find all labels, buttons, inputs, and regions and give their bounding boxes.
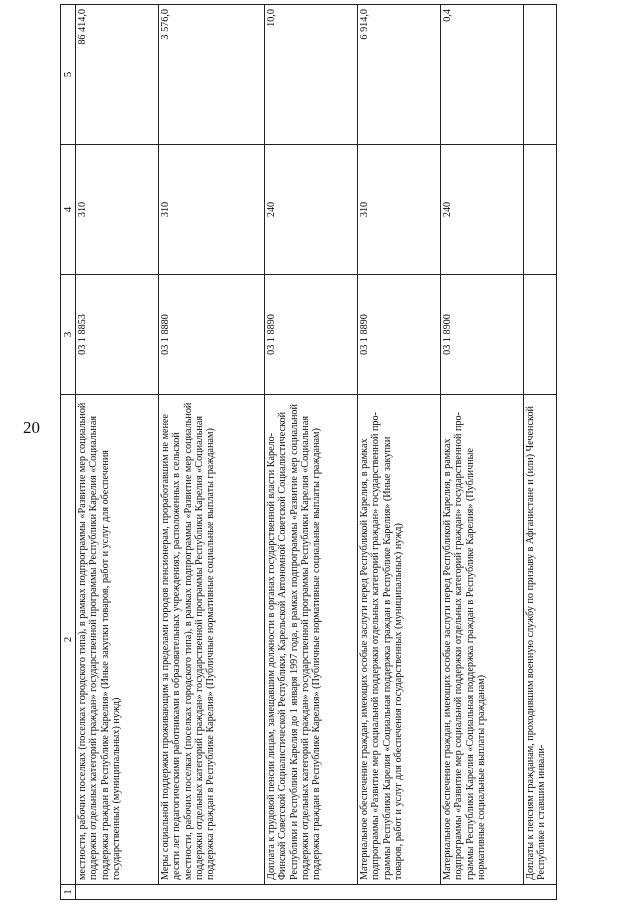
table-row [441, 5, 524, 900]
header-col-3: 3 [61, 275, 76, 395]
col-1-cell [76, 885, 557, 900]
row-amount: 0,4 [441, 5, 524, 145]
row-code: 03 1 8900 [441, 275, 524, 395]
row-amount [524, 5, 557, 145]
row-amount: 3 576,0 [159, 5, 265, 145]
table-row [358, 5, 441, 900]
header-col-2: 2 [61, 395, 76, 885]
table-row [159, 5, 265, 900]
table-row [265, 5, 358, 900]
row-code: 03 1 8890 [358, 275, 441, 395]
row-amount: 10,0 [265, 5, 358, 145]
row-code: 03 1 8853 [76, 275, 159, 395]
row-kind [524, 145, 557, 275]
header-row [61, 5, 76, 900]
row-code: 03 1 8880 [159, 275, 265, 395]
row-kind: 310 [159, 145, 265, 275]
table-row [76, 5, 159, 900]
row-kind: 240 [265, 145, 358, 275]
row-description: Материальное обеспечение граждан, имеющих особые заслуги перед Республикой Карелия, в рамках подпрограммы «Развитие мер социальной поддержки отдельных категорий граждан» государственной программы Республики Карелия «Социальная поддержка граждан в Республике Карелия» (Публичные нормативные социальные выплаты гражданам) [441, 395, 524, 885]
rotated-page [60, 5, 635, 900]
row-amount: 6 914,0 [358, 5, 441, 145]
row-description: местности, рабочих поселках (поселках городского типа), в рамках подпрограммы «Развитие мер социальной поддержки отдельных категорий граждан» государственной программы Республики Карелия «Социальная поддержка граждан в Республике Карелия» (Иные закупки товаров, работ и услуг для обеспечения государственных (муниципальных) нужд) [76, 395, 159, 885]
row-description: Доплата к трудовой пенсии лицам, замещавшим должности в органах государственной власти Карело-Финской Советской Социалистической Республики, Карельской Автономной Советской Социалистической Республики и Республики Карелия до 1 января 1997 года, в рамках подпрограммы «Развитие мер социальной поддержки отдельных категорий граждан» государственной программы Республики Карелия «Социальная поддержка граждан в Республике Карелия» (Публичные нормативные социальные выплаты гражданам) [265, 395, 358, 885]
table-row [524, 5, 557, 900]
row-description: Материальное обеспечение граждан, имеющих особые заслуги перед Республикой Карелия, в рамках подпрограммы «Развитие мер социальной поддержки отдельных категорий граждан» государственной программы Республики Карелия «Социальная поддержка граждан в Республике Карелия» (Иные закупки товаров, работ и услуг для обеспечения государственных (муниципальных) нужд) [358, 395, 441, 885]
row-kind: 310 [358, 145, 441, 275]
row-kind: 240 [441, 145, 524, 275]
budget-table-container [60, 5, 635, 900]
row-code [524, 275, 557, 395]
budget-table [60, 4, 557, 900]
row-description: Доплаты к пенсиям гражданам, проходившим военную службу по призыву в Афганистане и (или) Чеченской Республике и ставшим инвали- [524, 395, 557, 885]
row-description: Меры социальной поддержки проживающим за пределами городов пенсионерам, проработавшим не менее десяти лет педагогическими работниками в образовательных учреждениях, расположенных в сельской местности, рабочих поселках (поселках городского типа), в рамках подпрограммы «Развитие мер социальной поддержки отдельных категорий граждан» государственной программы Республики Карелия «Социальная поддержка граждан в Республике Карелия» (Публичные нормативные социальные выплаты гражданам) [159, 395, 265, 885]
header-col-1: 1 [61, 885, 76, 900]
header-col-4: 4 [61, 145, 76, 275]
page-number: 20 [23, 418, 40, 437]
row-code: 03 1 8890 [265, 275, 358, 395]
row-kind: 310 [76, 145, 159, 275]
header-col-5: 5 [61, 5, 76, 145]
row-amount: 86 414,0 [76, 5, 159, 145]
